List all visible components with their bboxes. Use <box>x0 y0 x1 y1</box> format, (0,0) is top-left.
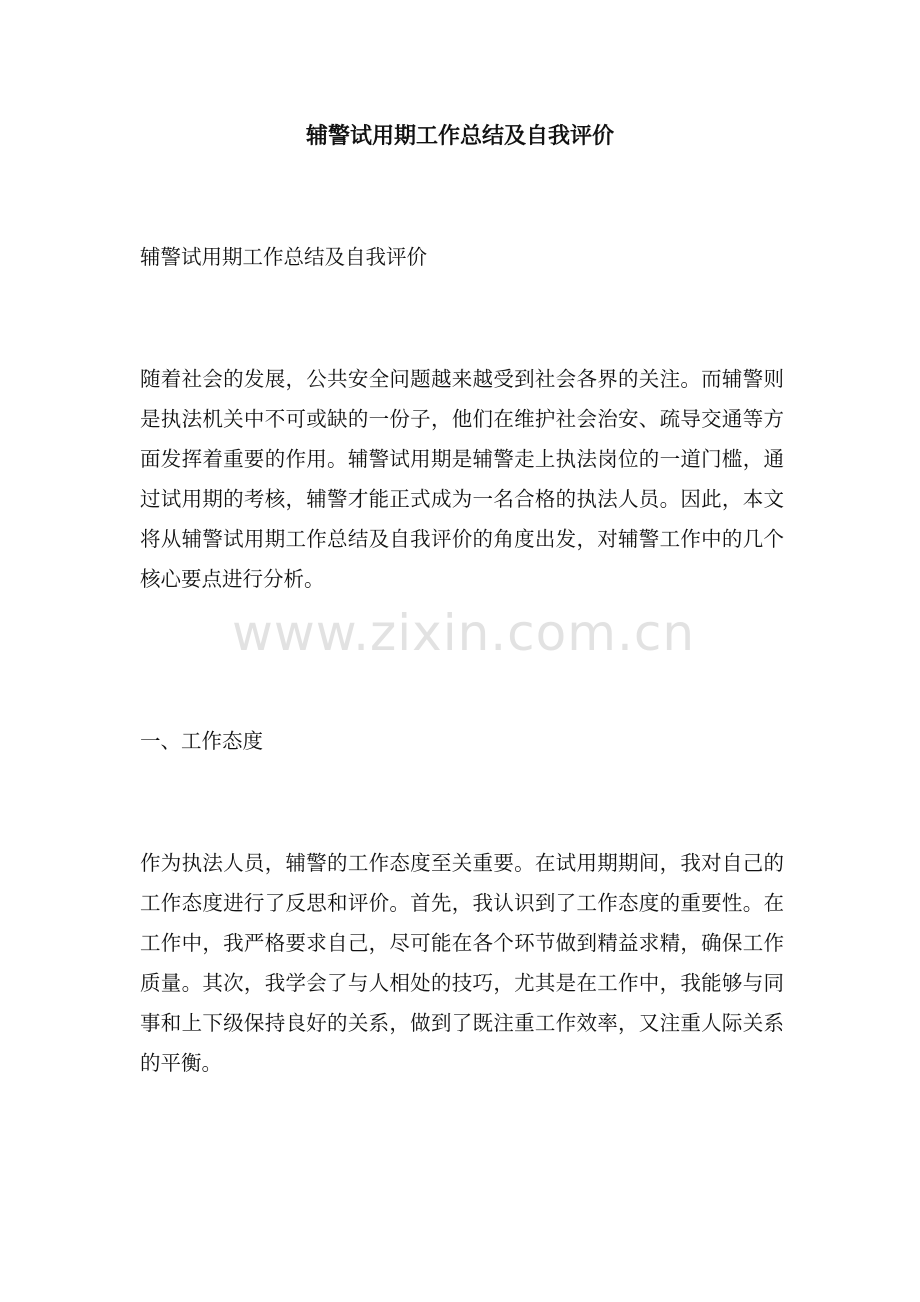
intro-paragraph: 随着社会的发展，公共安全问题越来越受到社会各界的关注。而辅警则是执法机关中不可或缺的一份子，他们在维护社会治安、疏导交通等方面发挥着重要的作用。辅警试用期是辅警走上执法岗位的一道门槛，通过试用期的考核，辅警才能正式成为一名合格的执法人员。因此，本文将从辅警试用期工作总结及自我评价的角度出发，对辅警工作中的几个核心要点进行分析。 <box>140 367 784 591</box>
document-subtitle: 辅警试用期工作总结及自我评价 <box>140 245 427 269</box>
document-title: 辅警试用期工作总结及自我评价 <box>305 123 614 149</box>
section-heading-work-attitude: 一、工作态度 <box>140 729 263 753</box>
section-body-work-attitude: 作为执法人员，辅警的工作态度至关重要。在试用期期间，我对自己的工作态度进行了反思和评价。首先，我认识到了工作态度的重要性。在工作中，我严格要求自己，尽可能在各个环节做到精益求精，确保工作质量。其次，我学会了与人相处的技巧，尤其是在工作中，我能够与同事和上下级保持良好的关系，做到了既注重工作效率，又注重人际关系的平衡。 <box>140 851 784 1075</box>
watermark: www.zixin.com.cn <box>232 604 696 662</box>
